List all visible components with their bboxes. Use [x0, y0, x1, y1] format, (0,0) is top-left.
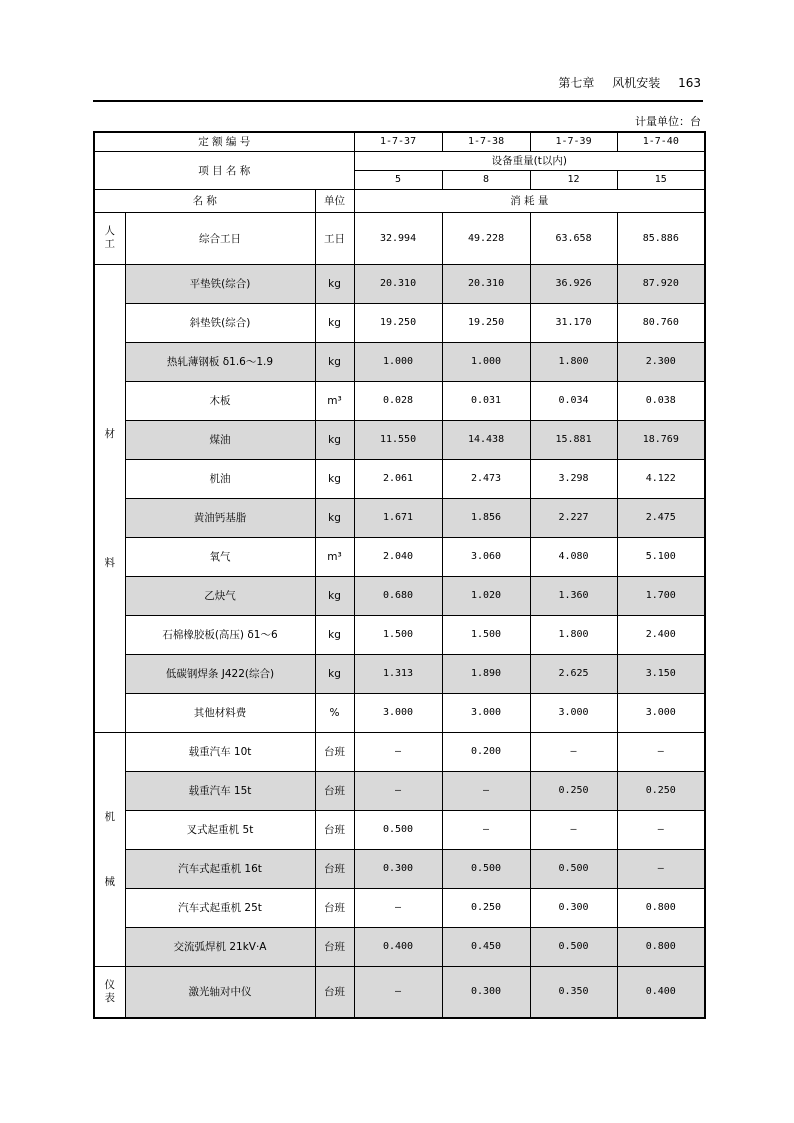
quota-code: 1-7-39: [530, 132, 617, 151]
category-char: 械: [104, 875, 115, 888]
item-value: 4.080: [530, 537, 617, 576]
header-rule: [93, 100, 703, 102]
item-value: 19.250: [354, 303, 442, 342]
item-unit: kg: [315, 498, 354, 537]
table-row: [94, 420, 705, 459]
item-value: 1.700: [617, 576, 705, 615]
table-row: [94, 576, 705, 615]
item-value: 1.800: [530, 615, 617, 654]
item-name: 载重汽车 15t: [125, 771, 315, 810]
item-value: 0.031: [442, 381, 530, 420]
table-row: [94, 342, 705, 381]
item-value: 3.000: [530, 693, 617, 732]
item-value: —: [354, 732, 442, 771]
table-row: [94, 966, 705, 1018]
item-unit: kg: [315, 654, 354, 693]
item-unit: %: [315, 693, 354, 732]
name-column-label: 名 称: [94, 189, 315, 212]
item-unit: 台班: [315, 849, 354, 888]
table-row: [94, 459, 705, 498]
table-row: [94, 693, 705, 732]
table-row: [94, 888, 705, 927]
item-name: 石棉橡胶板(高压) δ1～6: [125, 615, 315, 654]
table-row: [94, 771, 705, 810]
category-label: 人工: [104, 225, 115, 250]
weight-value: 15: [617, 170, 705, 189]
item-value: 1.000: [442, 342, 530, 381]
category-char: 料: [104, 556, 115, 569]
item-value: 2.625: [530, 654, 617, 693]
item-value: 0.500: [530, 849, 617, 888]
item-name: 激光轴对中仪: [125, 966, 315, 1018]
page-number: 163: [678, 76, 701, 90]
item-name: 汽车式起重机 16t: [125, 849, 315, 888]
table-row: [94, 654, 705, 693]
item-value: 18.769: [617, 420, 705, 459]
chapter-label: 第七章: [558, 76, 595, 90]
item-value: —: [617, 849, 705, 888]
page-header: [544, 74, 701, 91]
table-row: [94, 381, 705, 420]
item-name-label: 项 目 名 称: [94, 151, 354, 189]
item-name: 煤油: [125, 420, 315, 459]
item-unit: kg: [315, 264, 354, 303]
item-value: —: [354, 966, 442, 1018]
item-value: 2.061: [354, 459, 442, 498]
item-value: 5.100: [617, 537, 705, 576]
item-value: —: [354, 771, 442, 810]
category-material: [94, 264, 125, 732]
table-row: [94, 615, 705, 654]
unit-column-label: 单位: [315, 189, 354, 212]
item-value: 3.298: [530, 459, 617, 498]
item-unit: 台班: [315, 927, 354, 966]
table-row: [94, 537, 705, 576]
item-value: 1.671: [354, 498, 442, 537]
weight-value: 5: [354, 170, 442, 189]
item-value: 0.200: [442, 732, 530, 771]
table-row: [94, 810, 705, 849]
item-value: 3.060: [442, 537, 530, 576]
item-value: 1.500: [354, 615, 442, 654]
item-unit: kg: [315, 459, 354, 498]
item-value: —: [617, 732, 705, 771]
item-value: 31.170: [530, 303, 617, 342]
item-name: 综合工日: [125, 212, 315, 264]
table-row: [94, 927, 705, 966]
item-value: 0.350: [530, 966, 617, 1018]
item-value: 0.500: [442, 849, 530, 888]
item-value: 1.890: [442, 654, 530, 693]
item-value: 1.020: [442, 576, 530, 615]
table-row: [94, 264, 705, 303]
item-value: 0.400: [354, 927, 442, 966]
item-value: 20.310: [442, 264, 530, 303]
item-value: 3.000: [354, 693, 442, 732]
item-value: 0.400: [617, 966, 705, 1018]
item-unit: kg: [315, 420, 354, 459]
item-name: 机油: [125, 459, 315, 498]
item-value: 20.310: [354, 264, 442, 303]
item-unit: 台班: [315, 771, 354, 810]
item-name: 黄油钙基脂: [125, 498, 315, 537]
category-machine: [94, 732, 125, 966]
item-value: 3.150: [617, 654, 705, 693]
quota-number-label: 定 额 编 号: [94, 132, 354, 151]
item-value: 1.856: [442, 498, 530, 537]
item-value: 0.800: [617, 888, 705, 927]
quota-code: 1-7-40: [617, 132, 705, 151]
item-unit: kg: [315, 576, 354, 615]
item-value: 32.994: [354, 212, 442, 264]
item-name: 木板: [125, 381, 315, 420]
table-row: [94, 212, 705, 264]
weight-value: 12: [530, 170, 617, 189]
item-unit: m³: [315, 381, 354, 420]
item-name: 载重汽车 10t: [125, 732, 315, 771]
item-value: 3.000: [442, 693, 530, 732]
category-instrument: [94, 966, 125, 1018]
item-value: 0.250: [442, 888, 530, 927]
quota-code: 1-7-38: [442, 132, 530, 151]
item-value: —: [354, 888, 442, 927]
item-value: 15.881: [530, 420, 617, 459]
item-value: 0.028: [354, 381, 442, 420]
item-name: 氧气: [125, 537, 315, 576]
item-name: 乙炔气: [125, 576, 315, 615]
item-value: 0.800: [617, 927, 705, 966]
item-value: 1.000: [354, 342, 442, 381]
item-value: 4.122: [617, 459, 705, 498]
item-value: 1.800: [530, 342, 617, 381]
category-labor: [94, 212, 125, 264]
table-row: [94, 498, 705, 537]
item-unit: kg: [315, 342, 354, 381]
item-unit: 台班: [315, 888, 354, 927]
item-value: 0.250: [530, 771, 617, 810]
item-value: 63.658: [530, 212, 617, 264]
item-value: 1.313: [354, 654, 442, 693]
item-value: 0.300: [442, 966, 530, 1018]
item-value: —: [442, 771, 530, 810]
item-value: 80.760: [617, 303, 705, 342]
table-row: [94, 303, 705, 342]
item-value: —: [442, 810, 530, 849]
category-label: 仪表: [104, 979, 115, 1004]
item-value: 0.500: [530, 927, 617, 966]
item-value: 85.886: [617, 212, 705, 264]
weight-value: 8: [442, 170, 530, 189]
item-value: —: [530, 810, 617, 849]
item-name: 斜垫铁(综合): [125, 303, 315, 342]
quota-table: [93, 131, 706, 1019]
item-value: 11.550: [354, 420, 442, 459]
item-value: 3.000: [617, 693, 705, 732]
item-value: 14.438: [442, 420, 530, 459]
table-row: [94, 849, 705, 888]
category-char: 机: [104, 811, 115, 824]
item-unit: 台班: [315, 810, 354, 849]
item-name: 热轧薄钢板 δ1.6～1.9: [125, 342, 315, 381]
item-value: 2.400: [617, 615, 705, 654]
item-value: 1.360: [530, 576, 617, 615]
item-value: 0.250: [617, 771, 705, 810]
item-value: 0.300: [354, 849, 442, 888]
item-name: 汽车式起重机 25t: [125, 888, 315, 927]
section-title: 风机安装: [612, 76, 661, 90]
item-value: 19.250: [442, 303, 530, 342]
table-row: [94, 732, 705, 771]
item-value: 0.034: [530, 381, 617, 420]
item-value: 49.228: [442, 212, 530, 264]
item-unit: 台班: [315, 732, 354, 771]
item-name: 交流弧焊机 21kV·A: [125, 927, 315, 966]
item-value: 87.920: [617, 264, 705, 303]
item-name: 其他材料费: [125, 693, 315, 732]
item-value: —: [617, 810, 705, 849]
unit-note: 计量单位：台: [635, 115, 701, 128]
item-value: 2.040: [354, 537, 442, 576]
item-value: 0.450: [442, 927, 530, 966]
item-name: 叉式起重机 5t: [125, 810, 315, 849]
item-value: 0.300: [530, 888, 617, 927]
item-value: 0.038: [617, 381, 705, 420]
item-value: 2.475: [617, 498, 705, 537]
quota-code: 1-7-37: [354, 132, 442, 151]
item-unit: kg: [315, 303, 354, 342]
item-value: 1.500: [442, 615, 530, 654]
item-value: 2.473: [442, 459, 530, 498]
item-unit: 工日: [315, 212, 354, 264]
item-unit: m³: [315, 537, 354, 576]
item-value: 36.926: [530, 264, 617, 303]
item-unit: kg: [315, 615, 354, 654]
item-name: 平垫铁(综合): [125, 264, 315, 303]
item-unit: 台班: [315, 966, 354, 1018]
consumption-label: 消 耗 量: [354, 189, 705, 212]
item-value: 0.680: [354, 576, 442, 615]
item-value: 0.500: [354, 810, 442, 849]
item-value: —: [530, 732, 617, 771]
weight-label: 设备重量(t以内): [354, 151, 705, 170]
item-value: 2.300: [617, 342, 705, 381]
item-name: 低碳钢焊条 J422(综合): [125, 654, 315, 693]
category-char: 材: [104, 428, 115, 441]
item-value: 2.227: [530, 498, 617, 537]
